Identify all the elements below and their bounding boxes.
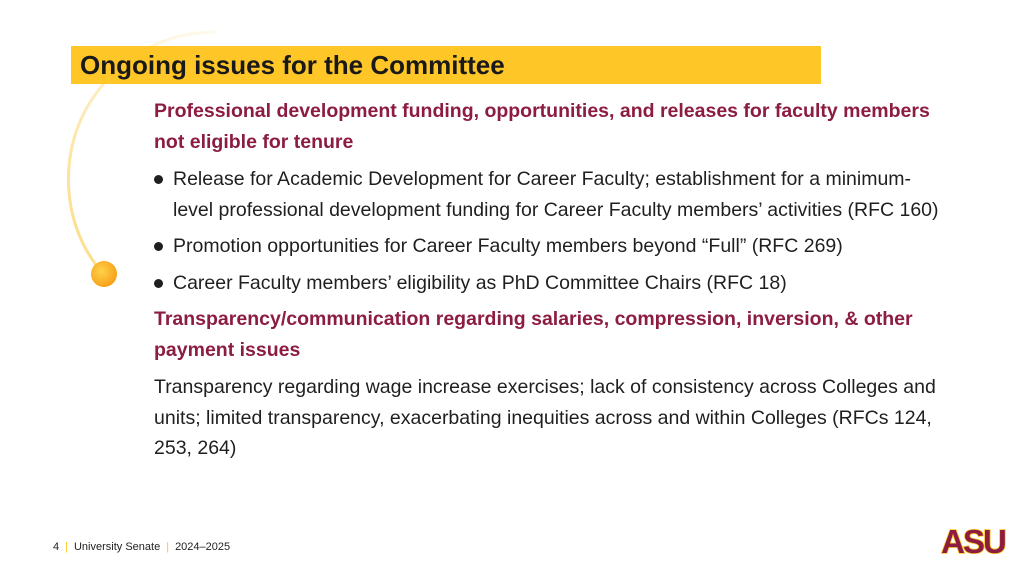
section-paragraph: Transparency regarding wage increase exercises; lack of consistency across Colleges and units; limited transparency, exacerbating inequities across and within Colleges (RFCs 124, 253, 264)	[154, 376, 936, 459]
slide-title: Ongoing issues for the Committee	[80, 50, 505, 80]
title-bar	[71, 46, 821, 84]
section-heading-professional-development: Professional development funding, opportunities, and releases for faculty members not eligible for tenure	[154, 100, 930, 153]
footer-separator: |	[65, 541, 68, 553]
footer-separator: |	[166, 541, 170, 553]
footer-year: 2024–2025	[175, 541, 231, 553]
bullet-item	[154, 231, 944, 262]
asu-logo-icon	[940, 524, 1006, 558]
section-heading-transparency: Transparency/communication regarding salaries, compression, inversion, & other payment issues	[154, 308, 913, 361]
bullet-item	[154, 164, 944, 225]
bullet-text: Release for Academic Development for Career Faculty; establishment for a minimum-level professional development funding for Career Faculty members’ activities (RFC 160)	[173, 168, 939, 221]
footer-organization: University Senate	[73, 541, 161, 553]
bullet-text: Promotion opportunities for Career Faculty members beyond “Full” (RFC 269)	[173, 235, 843, 257]
slide-content	[154, 96, 944, 464]
bullet-text: Career Faculty members’ eligibility as PhD Committee Chairs (RFC 18)	[173, 271, 787, 294]
svg-text:ASU: ASU	[941, 524, 1005, 558]
bullet-dot-icon	[154, 279, 163, 288]
sun-dot-icon	[91, 261, 117, 287]
bullet-dot-icon	[154, 175, 163, 184]
slide-footer	[53, 541, 230, 553]
bullet-item	[154, 268, 944, 299]
bullet-dot-icon	[154, 242, 163, 251]
page-number: 4	[53, 541, 60, 553]
